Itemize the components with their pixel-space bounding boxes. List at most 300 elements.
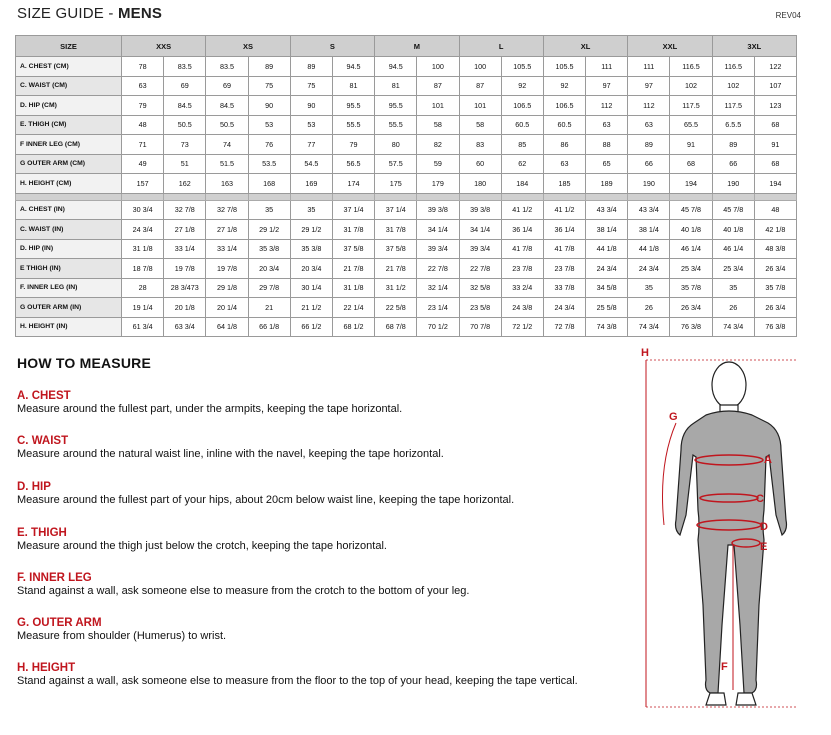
table-cell: 25 3/4: [670, 259, 712, 279]
table-cell: 35: [248, 200, 290, 220]
row-label: A. CHEST (IN): [16, 200, 122, 220]
title-prefix: SIZE GUIDE -: [17, 5, 118, 22]
table-cell: 34 1/4: [417, 220, 459, 240]
size-header-cell: M: [375, 36, 459, 57]
table-cell: 37 1/4: [375, 200, 417, 220]
title-bold: MENS: [117, 5, 163, 22]
table-cell: 71: [122, 135, 164, 155]
table-cell: 28 3/473: [164, 278, 206, 298]
measure-chest: [17, 390, 617, 416]
table-cell: 33 7/8: [543, 278, 585, 298]
table-cell: 38 1/4: [586, 220, 628, 240]
table-cell: 65: [586, 154, 628, 174]
measure-title: D. HIP: [17, 481, 51, 493]
table-cell: 31 1/8: [332, 278, 374, 298]
table-cell: 190: [628, 174, 670, 194]
table-cell: 29 1/2: [248, 220, 290, 240]
table-cell: 18 7/8: [122, 259, 164, 279]
table-cell: 60.5: [501, 115, 543, 135]
table-cell: 66 1/2: [290, 317, 332, 337]
table-cell: 35: [712, 278, 754, 298]
table-cell: 101: [459, 96, 501, 116]
table-cell: 37 5/8: [332, 239, 374, 259]
table-cell: 75: [290, 76, 332, 96]
table-cell: 66 1/8: [248, 317, 290, 337]
spacer-cell: [628, 193, 670, 200]
row-label: G OUTER ARM (CM): [16, 154, 122, 174]
table-cell: 58: [459, 115, 501, 135]
table-cell: 35: [290, 200, 332, 220]
table-cell: 83.5: [206, 57, 248, 77]
measure-desc: Stand against a wall, ask someone else to measure from the floor to the top of your head, keeping the tape vertical.: [17, 675, 578, 687]
measure-title: A. CHEST: [17, 390, 71, 402]
table-cell: 40 1/8: [712, 220, 754, 240]
table-cell: 70 7/8: [459, 317, 501, 337]
table-cell: 79: [332, 135, 374, 155]
table-cell: 194: [754, 174, 796, 194]
table-cell: 41 7/8: [501, 239, 543, 259]
spacer-cell: [290, 193, 332, 200]
table-cell: 30 3/4: [122, 200, 164, 220]
table-cell: 89: [290, 57, 332, 77]
table-cell: 50.5: [164, 115, 206, 135]
table-cell: 21 1/2: [290, 298, 332, 318]
table-cell: 94.5: [332, 57, 374, 77]
table-cell: 33 1/4: [206, 239, 248, 259]
table-cell: 180: [459, 174, 501, 194]
table-cell: 63: [543, 154, 585, 174]
table-cell: 21: [248, 298, 290, 318]
table-cell: 163: [206, 174, 248, 194]
table-cell: 97: [628, 76, 670, 96]
table-cell: 89: [248, 57, 290, 77]
table-cell: 105.5: [501, 57, 543, 77]
table-cell: 190: [712, 174, 754, 194]
table-cell: 45 7/8: [670, 200, 712, 220]
table-cell: 123: [754, 96, 796, 116]
table-cell: 41 7/8: [543, 239, 585, 259]
measure-title: E. THIGH: [17, 527, 67, 539]
table-cell: 87: [417, 76, 459, 96]
table-cell: 57.5: [375, 154, 417, 174]
table-cell: 74 3/4: [628, 317, 670, 337]
table-cell: 63: [628, 115, 670, 135]
size-header-cell: 3XL: [712, 36, 796, 57]
table-cell: 32 7/8: [164, 200, 206, 220]
table-cell: 68: [754, 154, 796, 174]
table-cell: 42 1/8: [754, 220, 796, 240]
table-row: [16, 220, 797, 240]
table-cell: 95.5: [375, 96, 417, 116]
letter-d: D: [760, 521, 768, 533]
table-cell: 61 3/4: [122, 317, 164, 337]
table-cell: 51: [164, 154, 206, 174]
measure-title: G. OUTER ARM: [17, 617, 102, 629]
table-cell: 74: [206, 135, 248, 155]
measure-height: [17, 662, 617, 688]
table-cell: 81: [375, 76, 417, 96]
table-cell: 105.5: [543, 57, 585, 77]
table-cell: 116.5: [712, 57, 754, 77]
table-cell: 168: [248, 174, 290, 194]
letter-h: H: [641, 347, 649, 359]
table-cell: 22 5/8: [375, 298, 417, 318]
row-label: D. HIP (IN): [16, 239, 122, 259]
table-cell: 51.5: [206, 154, 248, 174]
size-header-cell: L: [459, 36, 543, 57]
table-cell: 24 3/4: [586, 259, 628, 279]
body-figure-svg: [636, 345, 821, 715]
table-cell: 20 1/8: [164, 298, 206, 318]
size-header-row: [16, 36, 797, 57]
measure-inner-leg: [17, 572, 617, 598]
table-cell: 33 2/4: [501, 278, 543, 298]
table-cell: 36 1/4: [501, 220, 543, 240]
table-cell: 24 3/4: [628, 259, 670, 279]
table-cell: 29 7/8: [248, 278, 290, 298]
table-cell: 33 1/4: [164, 239, 206, 259]
table-cell: 92: [501, 76, 543, 96]
table-cell: 68 1/2: [332, 317, 374, 337]
outer-arm-line: [663, 423, 677, 525]
table-cell: 45 7/8: [712, 200, 754, 220]
table-cell: 22 1/4: [332, 298, 374, 318]
table-cell: 31 7/8: [332, 220, 374, 240]
table-cell: 174: [332, 174, 374, 194]
table-cell: 91: [754, 135, 796, 155]
spacer-cell: [586, 193, 628, 200]
measure-title: C. WAIST: [17, 435, 69, 447]
table-cell: 56.5: [332, 154, 374, 174]
table-cell: 69: [164, 76, 206, 96]
table-cell: 41 1/2: [543, 200, 585, 220]
table-cell: 89: [712, 135, 754, 155]
table-cell: 194: [670, 174, 712, 194]
table-cell: 111: [586, 57, 628, 77]
spacer-cell: [459, 193, 501, 200]
table-cell: 39 3/8: [417, 200, 459, 220]
measure-desc: Stand against a wall, ask someone else to measure from the crotch to the bottom of your leg.: [17, 585, 470, 597]
spacer-cell: [501, 193, 543, 200]
table-cell: 31 1/2: [375, 278, 417, 298]
table-cell: 31 7/8: [375, 220, 417, 240]
table-cell: 90: [290, 96, 332, 116]
spacer-cell: [712, 193, 754, 200]
table-cell: 91: [670, 135, 712, 155]
table-row: [16, 154, 797, 174]
table-cell: 46 1/4: [712, 239, 754, 259]
table-cell: 94.5: [375, 57, 417, 77]
size-header-cell: XL: [543, 36, 627, 57]
table-cell: 117.5: [670, 96, 712, 116]
table-row: [16, 115, 797, 135]
letter-a: A: [764, 454, 772, 466]
table-cell: 74 3/8: [586, 317, 628, 337]
size-header-label: SIZE: [16, 36, 122, 57]
table-cell: 179: [417, 174, 459, 194]
table-cell: 69: [206, 76, 248, 96]
row-label: A. CHEST (CM): [16, 57, 122, 77]
table-cell: 84.5: [206, 96, 248, 116]
table-cell: 60.5: [543, 115, 585, 135]
table-row: [16, 317, 797, 337]
measure-desc: Measure around the thigh just below the crotch, keeping the tape horizontal.: [17, 540, 387, 552]
table-cell: 162: [164, 174, 206, 194]
row-label: G OUTER ARM (IN): [16, 298, 122, 318]
table-cell: 76 3/8: [754, 317, 796, 337]
table-cell: 75: [248, 76, 290, 96]
table-cell: 22 7/8: [417, 259, 459, 279]
row-label: E THIGH (IN): [16, 259, 122, 279]
table-cell: 23 5/8: [459, 298, 501, 318]
table-cell: 30 1/4: [290, 278, 332, 298]
spacer-cell: [16, 193, 122, 200]
row-label: C. WAIST (CM): [16, 76, 122, 96]
table-cell: 106.5: [501, 96, 543, 116]
table-cell: 84.5: [164, 96, 206, 116]
spacer-cell: [206, 193, 248, 200]
table-row: [16, 200, 797, 220]
table-cell: 116.5: [670, 57, 712, 77]
table-cell: 39 3/8: [459, 200, 501, 220]
table-cell: 23 7/8: [501, 259, 543, 279]
table-cell: 78: [122, 57, 164, 77]
table-cell: 76: [248, 135, 290, 155]
table-row: [16, 259, 797, 279]
table-cell: 184: [501, 174, 543, 194]
table-cell: 37 5/8: [375, 239, 417, 259]
table-cell: 26 3/4: [754, 298, 796, 318]
table-cell: 185: [543, 174, 585, 194]
letter-g: G: [669, 411, 678, 423]
spacer-cell: [164, 193, 206, 200]
table-cell: 37 1/4: [332, 200, 374, 220]
table-cell: 40 1/8: [670, 220, 712, 240]
table-spacer-row: [16, 193, 797, 200]
table-cell: 77: [290, 135, 332, 155]
table-cell: 24 3/4: [543, 298, 585, 318]
table-cell: 83.5: [164, 57, 206, 77]
table-cell: 26: [712, 298, 754, 318]
table-cell: 102: [712, 76, 754, 96]
measure-desc: Measure from shoulder (Humerus) to wrist.: [17, 630, 227, 642]
row-label: F. INNER LEG (IN): [16, 278, 122, 298]
table-row: [16, 96, 797, 116]
table-cell: 53.5: [248, 154, 290, 174]
table-cell: 23 1/4: [417, 298, 459, 318]
size-header-cell: XS: [206, 36, 290, 57]
table-cell: 100: [417, 57, 459, 77]
table-cell: 26 3/4: [670, 298, 712, 318]
table-cell: 100: [459, 57, 501, 77]
table-cell: 29 1/8: [206, 278, 248, 298]
spacer-cell: [543, 193, 585, 200]
table-cell: 63: [122, 76, 164, 96]
table-cell: 19 1/4: [122, 298, 164, 318]
table-cell: 25 5/8: [586, 298, 628, 318]
measure-desc: Measure around the natural waist line, inline with the navel, keeping the tape horizontal.: [17, 448, 444, 460]
table-cell: 21 7/8: [375, 259, 417, 279]
measure-title: H. HEIGHT: [17, 662, 76, 674]
table-cell: 39 3/4: [417, 239, 459, 259]
table-cell: 79: [122, 96, 164, 116]
table-cell: 87: [459, 76, 501, 96]
table-cell: 111: [628, 57, 670, 77]
table-cell: 50.5: [206, 115, 248, 135]
measure-waist: [17, 435, 617, 461]
table-row: [16, 278, 797, 298]
table-cell: 35 3/8: [290, 239, 332, 259]
table-row: [16, 57, 797, 77]
table-cell: 59: [417, 154, 459, 174]
table-cell: 46 1/4: [670, 239, 712, 259]
table-cell: 68 7/8: [375, 317, 417, 337]
measure-desc: Measure around the fullest part of your hips, about 20cm below waist line, keeping the tape horizontal.: [17, 494, 515, 506]
table-cell: 175: [375, 174, 417, 194]
row-label: H. HEIGHT (CM): [16, 174, 122, 194]
table-cell: 122: [754, 57, 796, 77]
table-cell: 68: [670, 154, 712, 174]
table-cell: 32 7/8: [206, 200, 248, 220]
table-cell: 60: [459, 154, 501, 174]
table-cell: 95.5: [332, 96, 374, 116]
table-cell: 53: [290, 115, 332, 135]
spacer-cell: [754, 193, 796, 200]
measure-title: F. INNER LEG: [17, 572, 92, 584]
row-label: H. HEIGHT (IN): [16, 317, 122, 337]
spacer-cell: [417, 193, 459, 200]
table-cell: 19 7/8: [164, 259, 206, 279]
table-cell: 32 1/4: [417, 278, 459, 298]
revision-label: REV04: [775, 11, 801, 20]
table-cell: 35 7/8: [670, 278, 712, 298]
table-cell: 65.5: [670, 115, 712, 135]
table-cell: 35 3/8: [248, 239, 290, 259]
table-cell: 32 5/8: [459, 278, 501, 298]
row-label: E. THIGH (CM): [16, 115, 122, 135]
table-cell: 117.5: [712, 96, 754, 116]
table-cell: 34 1/4: [459, 220, 501, 240]
table-cell: 21 7/8: [332, 259, 374, 279]
table-cell: 88: [586, 135, 628, 155]
row-label: F INNER LEG (CM): [16, 135, 122, 155]
table-cell: 101: [417, 96, 459, 116]
table-cell: 28: [122, 278, 164, 298]
table-cell: 89: [628, 135, 670, 155]
table-cell: 27 1/8: [206, 220, 248, 240]
table-cell: 85: [501, 135, 543, 155]
page-title: [17, 5, 162, 22]
table-cell: 34 5/8: [586, 278, 628, 298]
spacer-cell: [122, 193, 164, 200]
spacer-cell: [670, 193, 712, 200]
table-cell: 63: [586, 115, 628, 135]
table-cell: 35 7/8: [754, 278, 796, 298]
table-cell: 66: [628, 154, 670, 174]
table-cell: 157: [122, 174, 164, 194]
table-cell: 41 1/2: [501, 200, 543, 220]
table-cell: 73: [164, 135, 206, 155]
table-cell: 22 7/8: [459, 259, 501, 279]
table-cell: 49: [122, 154, 164, 174]
body-measurement-figure: [636, 345, 821, 715]
letter-e: E: [760, 541, 768, 553]
table-cell: 53: [248, 115, 290, 135]
table-cell: 83: [459, 135, 501, 155]
table-cell: 74 3/4: [712, 317, 754, 337]
body-silhouette: [676, 362, 787, 705]
table-cell: 6.5.5: [712, 115, 754, 135]
spacer-cell: [332, 193, 374, 200]
table-cell: 43 3/4: [586, 200, 628, 220]
table-cell: 55.5: [332, 115, 374, 135]
letter-f: F: [721, 661, 728, 673]
table-row: [16, 135, 797, 155]
spacer-cell: [248, 193, 290, 200]
table-cell: 24 3/4: [122, 220, 164, 240]
table-row: [16, 76, 797, 96]
table-cell: 20 3/4: [290, 259, 332, 279]
row-label: C. WAIST (IN): [16, 220, 122, 240]
table-cell: 76 3/8: [670, 317, 712, 337]
size-header-cell: XXL: [628, 36, 712, 57]
table-cell: 58: [417, 115, 459, 135]
table-cell: 66: [712, 154, 754, 174]
measure-desc: Measure around the fullest part, under the armpits, keeping the tape horizontal.: [17, 403, 403, 415]
measure-hip: [17, 481, 617, 507]
table-cell: 48: [122, 115, 164, 135]
table-cell: 72 7/8: [543, 317, 585, 337]
table-cell: 26: [628, 298, 670, 318]
table-cell: 82: [417, 135, 459, 155]
letter-c: C: [756, 493, 764, 505]
table-cell: 48: [754, 200, 796, 220]
table-cell: 112: [586, 96, 628, 116]
table-cell: 189: [586, 174, 628, 194]
table-cell: 48 3/8: [754, 239, 796, 259]
table-cell: 29 1/2: [290, 220, 332, 240]
table-cell: 36 1/4: [543, 220, 585, 240]
size-header-cell: XXS: [122, 36, 206, 57]
table-cell: 20 1/4: [206, 298, 248, 318]
table-row: [16, 174, 797, 194]
table-cell: 81: [332, 76, 374, 96]
table-cell: 102: [670, 76, 712, 96]
table-cell: 44 1/8: [628, 239, 670, 259]
table-row: [16, 298, 797, 318]
table-cell: 112: [628, 96, 670, 116]
table-cell: 24 3/8: [501, 298, 543, 318]
table-cell: 86: [543, 135, 585, 155]
table-cell: 27 1/8: [164, 220, 206, 240]
table-cell: 169: [290, 174, 332, 194]
table-cell: 63 3/4: [164, 317, 206, 337]
table-cell: 54.5: [290, 154, 332, 174]
table-cell: 38 1/4: [628, 220, 670, 240]
measure-thigh: [17, 527, 617, 553]
table-cell: 44 1/8: [586, 239, 628, 259]
table-cell: 70 1/2: [417, 317, 459, 337]
table-cell: 107: [754, 76, 796, 96]
table-cell: 97: [586, 76, 628, 96]
table-cell: 55.5: [375, 115, 417, 135]
table-cell: 62: [501, 154, 543, 174]
table-cell: 20 3/4: [248, 259, 290, 279]
table-cell: 39 3/4: [459, 239, 501, 259]
measure-outer-arm: [17, 617, 617, 643]
table-cell: 23 7/8: [543, 259, 585, 279]
table-cell: 64 1/8: [206, 317, 248, 337]
